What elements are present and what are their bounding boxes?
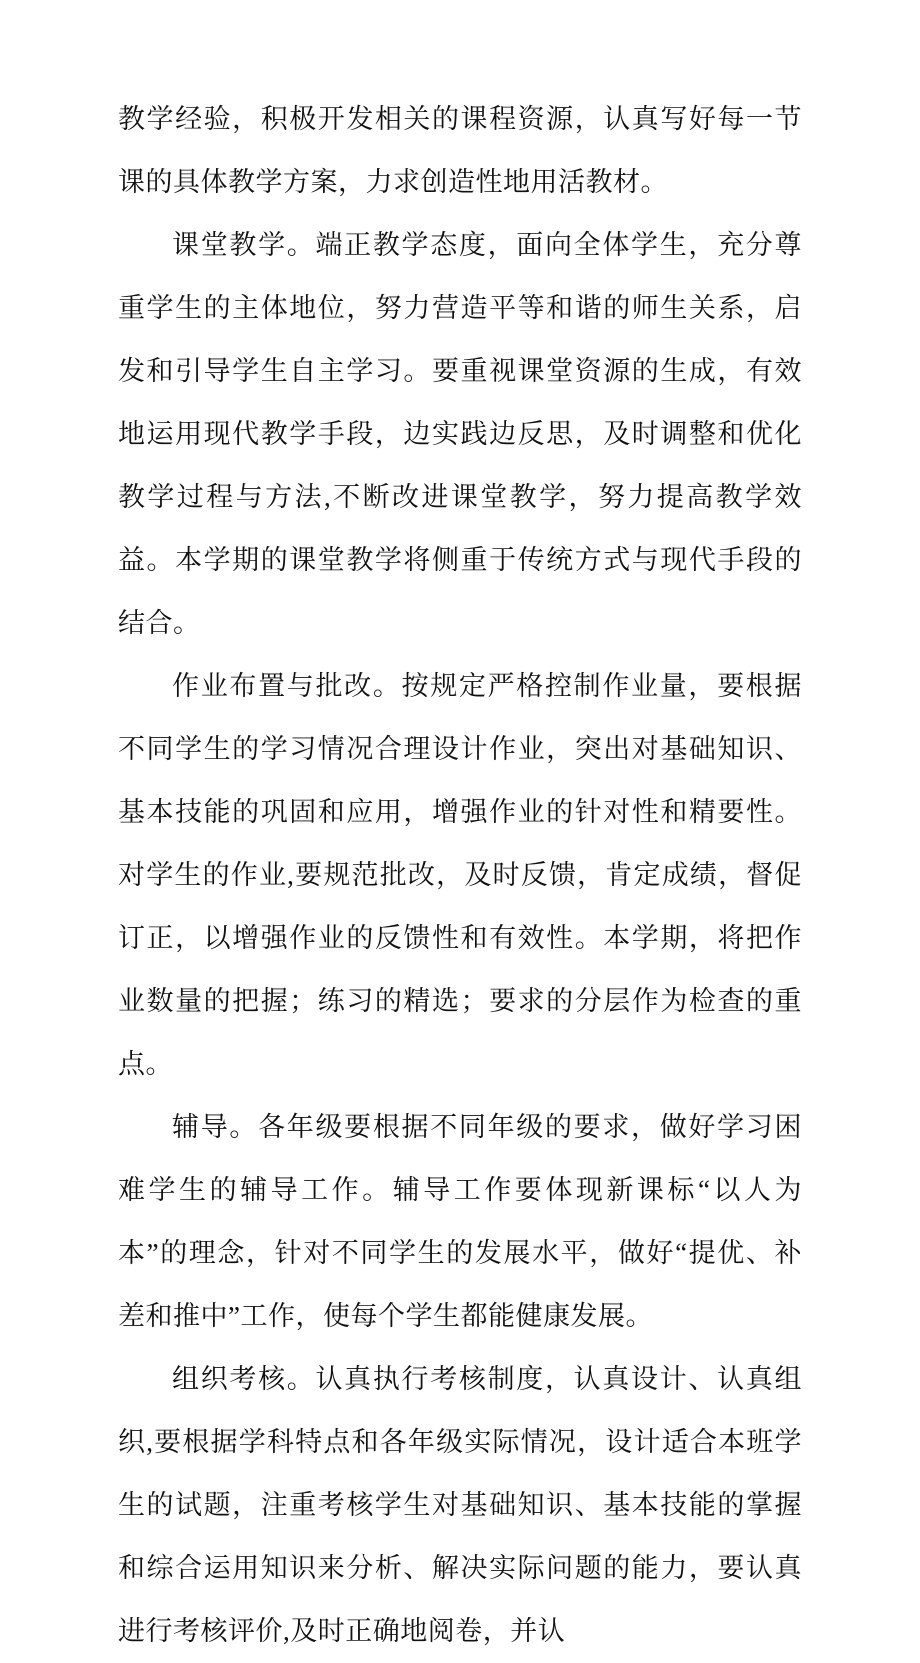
paragraph-tutoring: 辅导。各年级要根据不同年级的要求，做好学习困难学生的辅导工作。辅导工作要体现新课标“以人为本”的理念，针对不同学生的发展水平，做好“提优、补差和推中”工作，使每个学生都能健康发展。 [118,1112,802,1331]
paragraph-homework: 作业布置与批改。按规定严格控制作业量，要根据不同学生的学习情况合理设计作业，突出对基础知识、基本技能的巩固和应用，增强作业的针对性和精要性。对学生的作业,要规范批改，及时反馈，肯定成绩，督促订正，以增强作业的反馈性和有效性。本学期，将把作业数量的把握；练习的精选；要求的分层作为检查的重点。 [118,671,802,1079]
paragraph-continuation: 教学经验，积极开发相关的课程资源，认真写好每一节课的具体教学方案，力求创造性地用活教材。 [118,104,802,197]
paragraph-classroom-teaching: 课堂教学。端正教学态度，面向全体学生，充分尊重学生的主体地位，努力营造平等和谐的师生关系，启发和引导学生自主学习。要重视课堂资源的生成，有效地运用现代教学手段，边实践边反思，及时调整和优化教学过程与方法,不断改进课堂教学，努力提高教学效益。本学期的课堂教学将侧重于传统方式与现代手段的结合。 [118,230,802,638]
document-body [118,88,802,1663]
paragraph-assessment: 组织考核。认真执行考核制度，认真设计、认真组织,要根据学科特点和各年级实际情况，设计适合本班学生的试题，注重考核学生对基础知识、基本技能的掌握和综合运用知识来分析、解决实际问题的能力，要认真进行考核评价,及时正确地阅卷，并认 [118,1364,802,1646]
